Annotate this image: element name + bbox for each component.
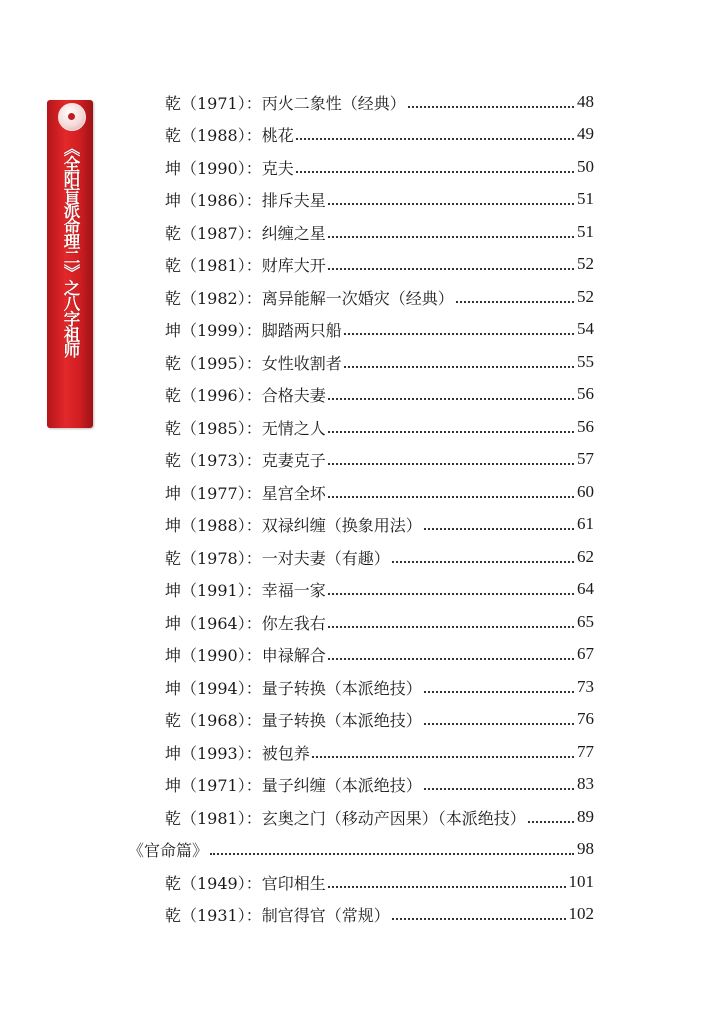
dot-leader	[328, 235, 574, 238]
dot-leader	[328, 592, 574, 595]
page-number: 55	[577, 352, 594, 371]
page-number: 56	[577, 417, 594, 436]
page-number: 49	[577, 124, 594, 143]
entry-label: 乾（1982）：离异能解一次婚灾（经典）	[165, 288, 454, 308]
entry-label: 坤（1964）：你左我右	[165, 613, 326, 633]
entry-label: 坤（1988）：双禄纠缠（换象用法）	[165, 515, 422, 535]
dot-leader	[392, 917, 566, 920]
entry-label: 坤（1977）：星宫全坏	[165, 483, 326, 503]
page-number: 52	[577, 287, 594, 306]
entry-label: 乾（1987）：纠缠之星	[165, 223, 326, 243]
page-number: 56	[577, 384, 594, 403]
page-number: 64	[577, 579, 594, 598]
page-number: 50	[577, 157, 594, 176]
book-title-vertical: 《全阳盲派命理二》之八字祖师	[61, 140, 80, 357]
page-number: 65	[577, 612, 594, 631]
dot-leader	[312, 755, 574, 758]
toc-entry[interactable]	[165, 544, 594, 570]
dot-leader	[328, 495, 574, 498]
entry-label: 坤（1990）：申禄解合	[165, 645, 326, 665]
entry-label: 乾（1988）：桃花	[165, 125, 294, 145]
toc-entry[interactable]	[165, 771, 594, 797]
toc-entry[interactable]	[165, 576, 594, 602]
page-number: 102	[568, 904, 594, 923]
dot-leader	[210, 852, 574, 855]
page-number: 61	[577, 514, 594, 533]
page-number: 89	[577, 807, 594, 826]
toc-entry[interactable]	[165, 739, 594, 765]
toc-entry[interactable]	[165, 609, 594, 635]
entry-label: 乾（1985）：无情之人	[165, 418, 326, 438]
page-number: 60	[577, 482, 594, 501]
entry-label: 坤（1991）：幸福一家	[165, 580, 326, 600]
page-number: 57	[577, 449, 594, 468]
dot-leader	[296, 170, 574, 173]
page-number: 98	[577, 839, 594, 858]
dot-leader	[328, 885, 566, 888]
entry-label: 乾（1995）：女性收割者	[165, 353, 342, 373]
dot-leader	[328, 462, 574, 465]
page-number: 101	[568, 872, 594, 891]
dot-leader	[328, 267, 574, 270]
toc-entry[interactable]	[165, 706, 594, 732]
dot-leader	[456, 300, 574, 303]
toc-entry[interactable]	[165, 869, 594, 895]
entry-label: 乾（1949）：官印相生	[165, 873, 326, 893]
dot-leader	[296, 137, 574, 140]
entry-label: 坤（1994）：量子转换（本派绝技）	[165, 678, 422, 698]
page-number: 67	[577, 644, 594, 663]
toc-entry[interactable]	[165, 804, 594, 830]
page-number: 52	[577, 254, 594, 273]
entry-label: 乾（1978）：一对夫妻（有趣）	[165, 548, 390, 568]
toc-entry[interactable]	[165, 901, 594, 927]
entry-label: 乾（1996）：合格夫妻	[165, 385, 326, 405]
entry-label: 乾（1968）：量子转换（本派绝技）	[165, 710, 422, 730]
dot-leader	[344, 365, 574, 368]
page-number: 51	[577, 189, 594, 208]
entry-label: 乾（1971）：丙火二象性（经典）	[165, 93, 406, 113]
page-number: 76	[577, 709, 594, 728]
dot-leader	[424, 722, 574, 725]
toc-entry[interactable]	[165, 349, 594, 375]
dot-leader	[328, 657, 574, 660]
toc-entry[interactable]	[165, 154, 594, 180]
dot-leader	[328, 397, 574, 400]
toc-entry[interactable]	[165, 186, 594, 212]
toc-section-heading[interactable]	[128, 836, 594, 862]
dot-leader	[424, 527, 574, 530]
toc-entry[interactable]	[165, 219, 594, 245]
toc-entry[interactable]	[165, 381, 594, 407]
toc-entry[interactable]	[165, 316, 594, 342]
dot-leader	[328, 625, 574, 628]
dot-leader	[408, 105, 574, 108]
entry-label: 乾（1981）：财库大开	[165, 255, 326, 275]
dot-leader	[424, 690, 574, 693]
page-number: 77	[577, 742, 594, 761]
dot-leader	[528, 820, 574, 823]
page-number: 54	[577, 319, 594, 338]
toc-entry[interactable]	[165, 284, 594, 310]
page-number: 83	[577, 774, 594, 793]
entry-label: 乾（1931）：制官得官（常规）	[165, 905, 390, 925]
dot-leader	[344, 332, 574, 335]
page-number: 62	[577, 547, 594, 566]
toc-entry[interactable]	[165, 121, 594, 147]
toc-entry[interactable]	[165, 511, 594, 537]
entry-label: 坤（1990）：克夫	[165, 158, 294, 178]
page-number: 73	[577, 677, 594, 696]
entry-label: 坤（1971）：量子纠缠（本派绝技）	[165, 775, 422, 795]
dot-leader	[328, 430, 574, 433]
dot-leader	[424, 787, 574, 790]
entry-label: 乾（1973）：克妻克子	[165, 450, 326, 470]
toc-entry[interactable]	[165, 674, 594, 700]
dot-leader	[328, 202, 574, 205]
toc-entry[interactable]	[165, 414, 594, 440]
page-number: 51	[577, 222, 594, 241]
dot-leader	[392, 560, 574, 563]
entry-label: 坤（1999）：脚踏两只船	[165, 320, 342, 340]
toc-entry[interactable]	[165, 641, 594, 667]
entry-label: 坤（1993）：被包养	[165, 743, 310, 763]
entry-label: 坤（1986）：排斥夫星	[165, 190, 326, 210]
entry-label: 乾（1981）：玄奥之门（移动产因果）（本派绝技）	[165, 808, 526, 828]
section-label: 《官命篇》	[128, 840, 209, 860]
toc-entry[interactable]	[165, 479, 594, 505]
toc-entry[interactable]	[165, 251, 594, 277]
toc-entry[interactable]	[165, 446, 594, 472]
toc-entry[interactable]	[165, 89, 594, 115]
page-number: 48	[577, 92, 594, 111]
